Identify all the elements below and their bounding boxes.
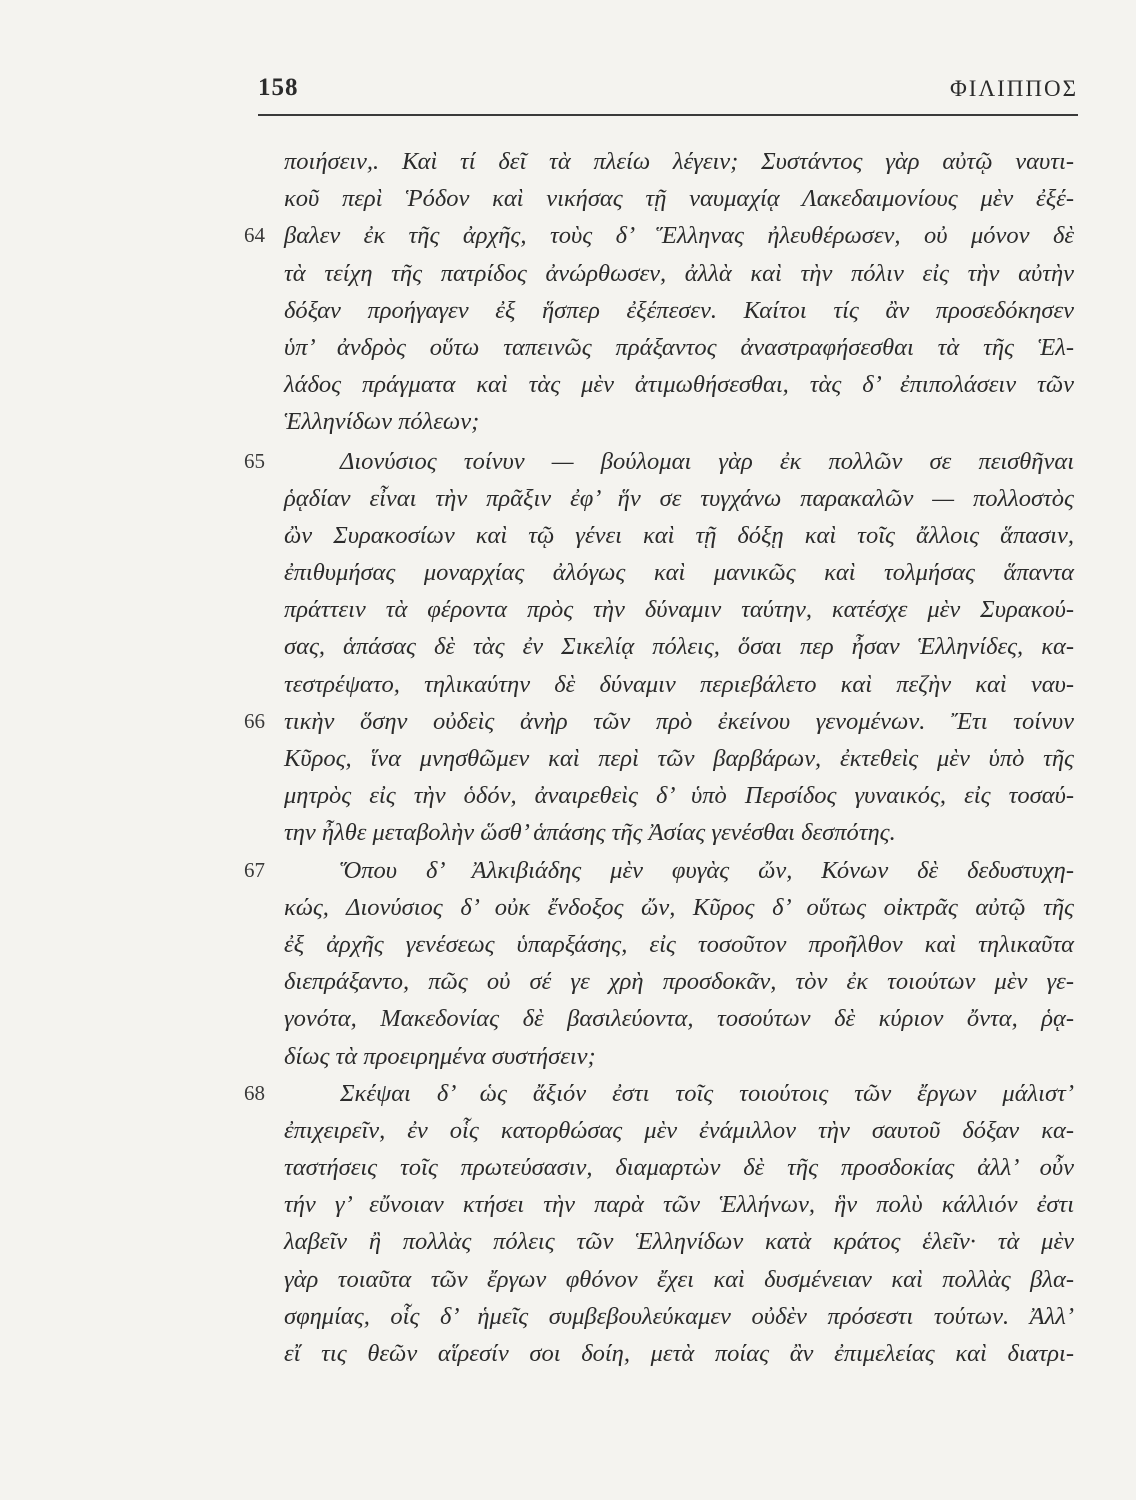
line-text: ῥᾳδίαν εἶναι τὴν πρᾶξιν ἐφ’ ἥν σε τυγχάνω παρακαλῶν — πολλοστὸς	[284, 484, 1074, 512]
text-line	[284, 666, 1074, 703]
text-line	[284, 1223, 1074, 1260]
section-number: 67	[244, 857, 265, 882]
text-line	[284, 1000, 1074, 1037]
line-text: λάδος πράγματα καὶ τὰς μὲν ἀτιμωθήσεσθαι, τὰς δ’ ἐπιπολάσειν τῶν	[284, 371, 1074, 399]
line-text: πράττειν τὰ φέροντα πρὸς τὴν δύναμιν ταύτην, κατέσχε μὲν Συρακού-	[284, 596, 1074, 624]
line-text: βαλεν ἐκ τῆς ἀρχῆς, τοὺς δ’ Ἕλληνας ἠλευθέρωσεν, οὐ μόνον δὲ	[284, 222, 1074, 250]
line-text: σφημίας, οἷς δ’ ἡμεῖς συμβεβουλεύκαμεν οὐδὲν πρόσεστι τούτων. Ἀλλ’	[284, 1302, 1074, 1330]
line-text: Ὅπου δ’ Ἀλκιβιάδης μὲν φυγὰς ὤν, Κόνων δὲ δεδυστυχη-	[340, 856, 1074, 884]
header-rule	[258, 114, 1078, 116]
line-text: ταστήσεις τοῖς πρωτεύσασιν, διαμαρτὼν δὲ τῆς προσδοκίας ἀλλ’ οὖν	[284, 1154, 1074, 1182]
text-line	[284, 814, 1074, 851]
text-line	[244, 1075, 1074, 1112]
text-line	[284, 1186, 1074, 1223]
page-number: 158	[258, 74, 299, 101]
section-number: 68	[244, 1080, 265, 1105]
text-line	[284, 591, 1074, 628]
text-line	[244, 703, 1074, 740]
text-line	[284, 292, 1074, 329]
line-text: τικὴν ὅσην οὐδεὶς ἀνὴρ τῶν πρὸ ἐκείνου γενομένων. Ἔτι τοίνυν	[284, 707, 1074, 735]
line-text: Ἑλληνίδων πόλεων;	[284, 408, 480, 436]
line-text: τήν γ’ εὔνοιαν κτήσει τὴν παρὰ τῶν Ἑλλήνων, ἣν πολὺ κάλλιόν ἐστι	[284, 1191, 1074, 1219]
line-text: δίως τὰ προειρημένα συστήσειν;	[284, 1042, 596, 1070]
line-text: γονότα, Μακεδονίας δὲ βασιλεύοντα, τοσούτων δὲ κύριον ὄντα, ῥᾳ-	[284, 1005, 1074, 1033]
text-line	[284, 366, 1074, 403]
text-line	[244, 443, 1074, 480]
line-text: ἐπιθυμήσας μοναρχίας ἀλόγως καὶ μανικῶς καὶ τολμήσας ἅπαντα	[284, 559, 1074, 587]
line-text: ἐξ ἀρχῆς γενέσεως ὑπαρξάσης, εἰς τοσοῦτον προῆλθον καὶ τηλικαῦτα	[284, 930, 1074, 958]
text-line	[284, 1261, 1074, 1298]
text-line	[284, 740, 1074, 777]
text-line	[244, 217, 1074, 254]
running-title: ΦΙΛΙΠΠΟΣ	[949, 76, 1078, 101]
text-line	[284, 1335, 1074, 1372]
line-text: δόξαν προήγαγεν ἐξ ἥσπερ ἐξέπεσεν. Καίτοι τίς ἂν προσεδόκησεν	[284, 296, 1074, 324]
line-text: διεπράξαντο, πῶς οὐ σέ γε χρὴ προσδοκᾶν, τὸν ἐκ τοιούτων μὲν γε-	[284, 968, 1074, 996]
line-text: ἐπιχειρεῖν, ἐν οἷς κατορθώσας μὲν ἐνάμιλλον τὴν σαυτοῦ δόξαν κα-	[284, 1116, 1074, 1144]
line-text: κοῦ περὶ Ῥόδον καὶ νικήσας τῇ ναυμαχίᾳ Λακεδαιμονίους μὲν ἐξέ-	[284, 185, 1074, 213]
line-text: σας, ἁπάσας δὲ τὰς ἐν Σικελίᾳ πόλεις, ὅσαι περ ἦσαν Ἑλληνίδες, κα-	[284, 633, 1074, 661]
text-line	[284, 255, 1074, 292]
text-line	[284, 889, 1074, 926]
line-text: Κῦρος, ἵνα μνησθῶμεν καὶ περὶ τῶν βαρβάρων, ἐκτεθεὶς μὲν ὑπὸ τῆς	[284, 745, 1074, 772]
text-line	[284, 329, 1074, 366]
line-text: την ἦλθε μεταβολὴν ὥσθ’ ἁπάσης τῆς Ἀσίας γενέσθαι δεσπότης.	[284, 819, 896, 847]
text-line	[284, 480, 1074, 517]
text-line	[244, 852, 1074, 889]
line-text: ποιήσειν,. Καὶ τί δεῖ τὰ πλείω λέγειν; Συστάντος γὰρ αὐτῷ ναυτι-	[284, 148, 1074, 175]
line-text: εἴ τις θεῶν αἵρεσίν σοι δοίη, μετὰ ποίας ἂν ἐπιμελείας καὶ διατρι-	[284, 1340, 1074, 1367]
page-header	[258, 72, 1078, 112]
body-text	[244, 143, 1074, 1372]
text-line	[284, 1298, 1074, 1335]
section-number: 65	[244, 448, 265, 473]
section-number: 66	[244, 708, 265, 733]
section-number: 64	[244, 223, 265, 248]
line-text: Σκέψαι δ’ ὡς ἄξιόν ἐστι τοῖς τοιούτοις τῶν ἔργων μάλιστ’	[340, 1079, 1074, 1107]
line-text: Διονύσιος τοίνυν — βούλομαι γὰρ ἐκ πολλῶν σε πεισθῆναι	[340, 447, 1074, 475]
text-line	[284, 926, 1074, 963]
text-line	[284, 554, 1074, 591]
text-line	[284, 963, 1074, 1000]
line-text: ὑπ’ ἀνδρὸς οὕτω ταπεινῶς πράξαντος ἀναστραφήσεσθαι τὰ τῆς Ἑλ-	[284, 333, 1074, 361]
text-line	[284, 403, 1074, 440]
line-text: μητρὸς εἰς τὴν ὁδόν, ἀναιρεθεὶς δ’ ὑπὸ Περσίδος γυναικός, εἰς τοσαύ-	[284, 782, 1074, 810]
line-text: τὰ τείχη τῆς πατρίδος ἀνώρθωσεν, ἀλλὰ καὶ τὴν πόλιν εἰς τὴν αὐτὴν	[284, 259, 1074, 287]
text-line	[284, 1149, 1074, 1186]
text-line	[284, 1038, 1074, 1075]
line-text: κώς, Διονύσιος δ’ οὐκ ἔνδοξος ὤν, Κῦρος δ’ οὕτως οἰκτρᾶς αὐτῷ τῆς	[284, 893, 1074, 921]
text-line	[284, 180, 1074, 217]
text-line	[284, 628, 1074, 665]
line-text: λαβεῖν ἢ πολλὰς πόλεις τῶν Ἑλληνίδων κατὰ κράτος ἑλεῖν· τὰ μὲν	[284, 1228, 1074, 1256]
text-line	[284, 777, 1074, 814]
line-text: γὰρ τοιαῦτα τῶν ἔργων φθόνον ἔχει καὶ δυσμένειαν καὶ πολλὰς βλα-	[284, 1265, 1074, 1293]
line-text: ὢν Συρακοσίων καὶ τῷ γένει καὶ τῇ δόξῃ καὶ τοῖς ἄλλοις ἅπασιν,	[284, 521, 1074, 549]
line-text: τεστρέψατο, τηλικαύτην δὲ δύναμιν περιεβάλετο καὶ πεζὴν καὶ ναυ-	[284, 670, 1074, 698]
text-line	[284, 143, 1074, 180]
text-line	[284, 517, 1074, 554]
text-line	[284, 1112, 1074, 1149]
